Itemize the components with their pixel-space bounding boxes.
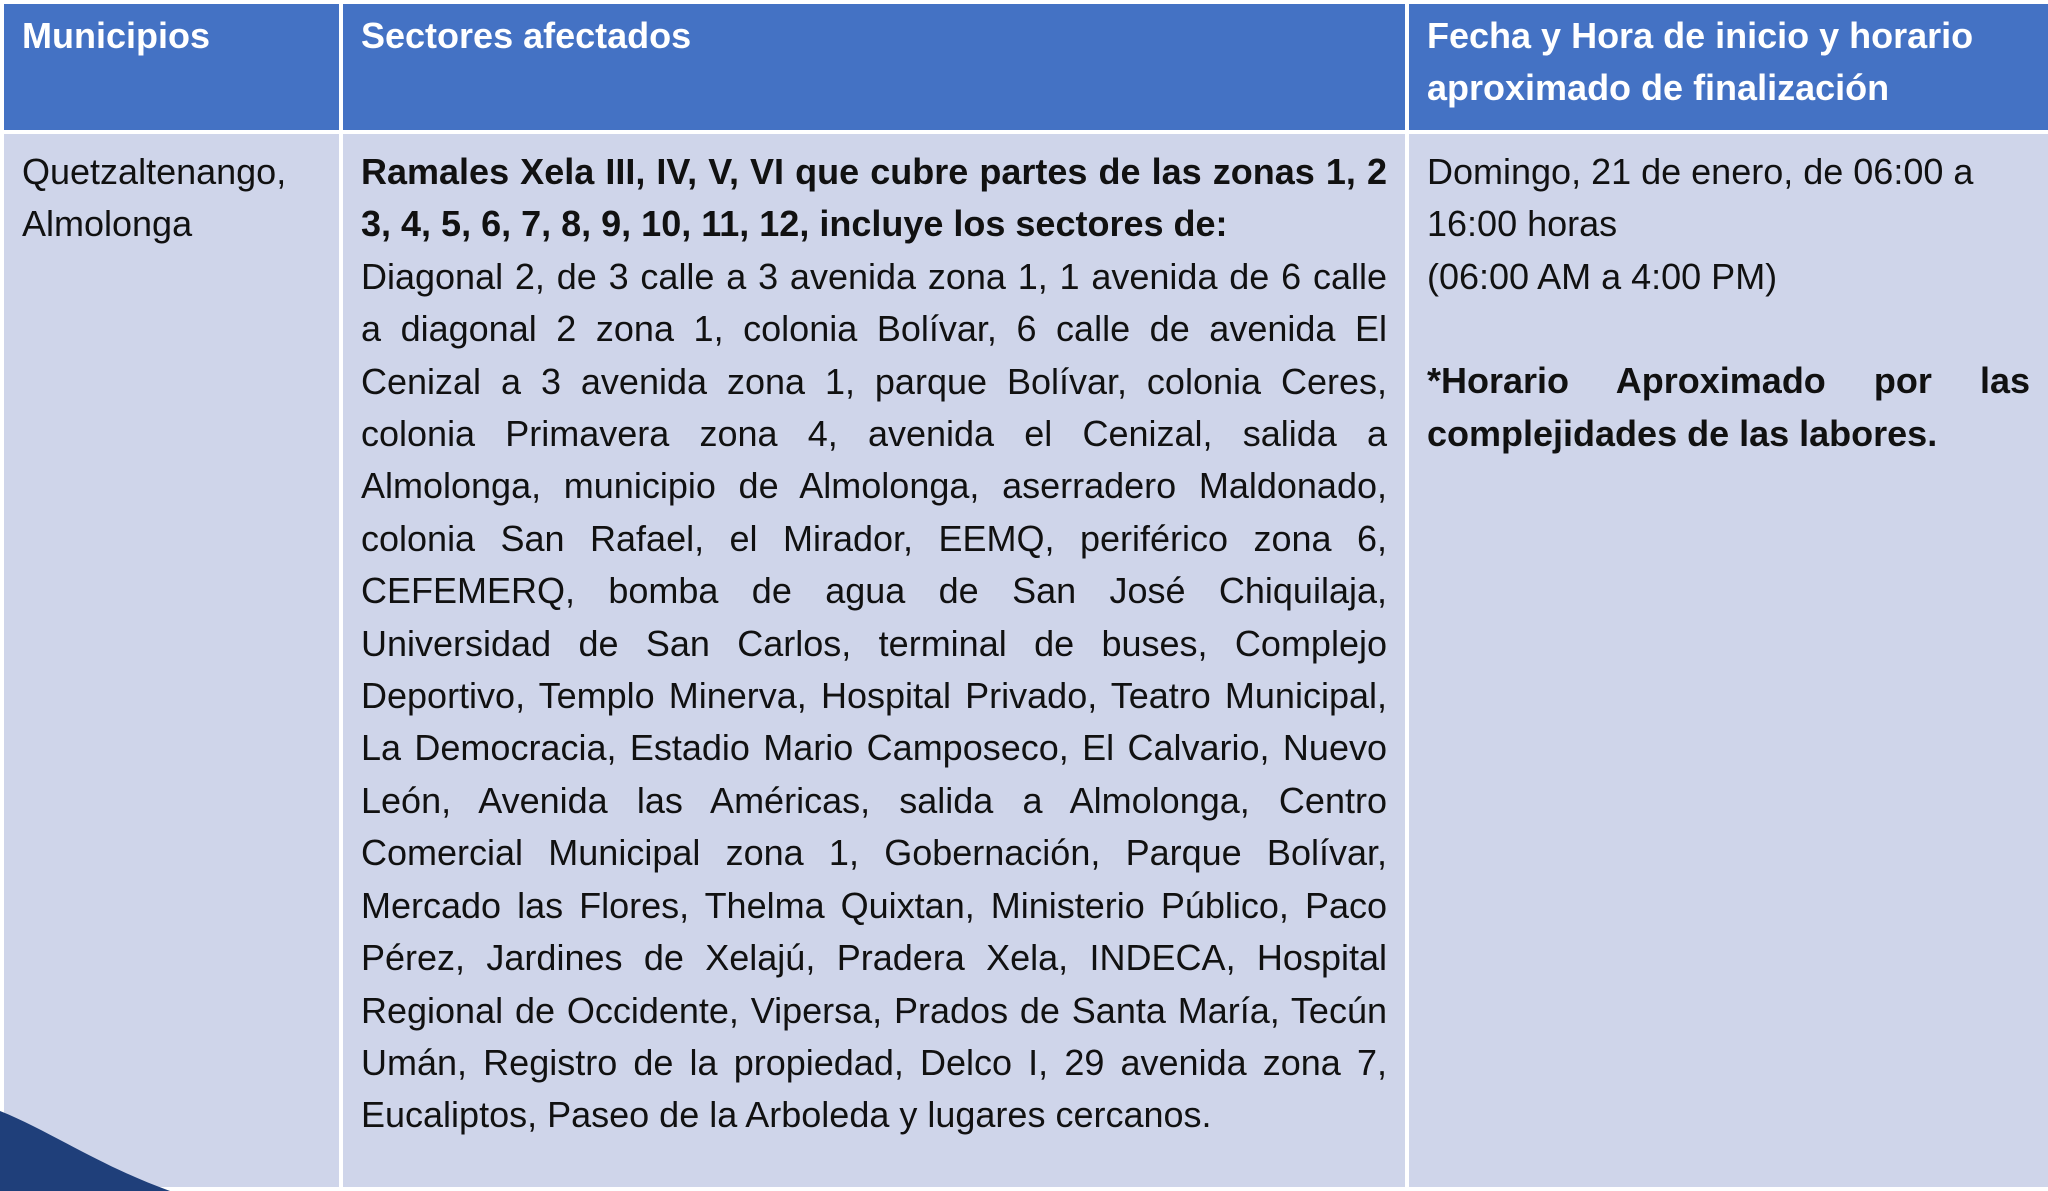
cell-sectores bbox=[341, 132, 1407, 1189]
fecha-note: *Horario Aproximado por las complejidades de las labores. bbox=[1427, 360, 2030, 454]
table-row bbox=[2, 132, 2048, 1189]
cell-municipios bbox=[2, 132, 341, 1189]
header-sectores-afectados: Sectores afectados bbox=[341, 2, 1407, 132]
fecha-line-1: Domingo, 21 de enero, de 06:00 a 16:00 horas bbox=[1427, 151, 1974, 245]
table-header-row bbox=[2, 2, 2048, 132]
sectores-list: Diagonal 2, de 3 calle a 3 avenida zona 1, 1 avenida de 6 calle a diagonal 2 zona 1, colonia Bolívar, 6 calle de avenida El Cenizal a 3 avenida zona 1, parque Bolívar, colonia Ceres, colonia Primavera zona 4, avenida el Cenizal, salida a Almolonga, municipio de Almolonga, aserradero Maldonado, colonia San Rafael, el Mirador, EEMQ, periférico zona 6, CEFEMERQ, bomba de agua de San José Chiquilaja, Universidad de San Carlos, terminal de buses, Complejo Deportivo, Templo Minerva, Hospital Privado, Teatro Municipal, La Democracia, Estadio Mario Camposeco, El Calvario, Nuevo León, Avenida las Américas, salida a Almolonga, Centro Comercial Municipal zona 1, Gobernación, Parque Bolívar, Mercado las Flores, Thelma Quixtan, Ministerio Público, Paco Pérez, Jardines de Xelajú, Pradera Xela, INDECA, Hospital Regional de Occidente, Vipersa, Prados de Santa María, Tecún Umán, Registro de la propiedad, Delco I, 29 avenida zona 7, Eucaliptos, Paseo de la Arboleda y lugares cercanos. bbox=[361, 255, 1387, 1136]
header-fecha-hora: Fecha y Hora de inicio y horario aproximado de finalización bbox=[1407, 2, 2048, 132]
corner-accent-shape bbox=[0, 1111, 170, 1191]
cell-fecha bbox=[1407, 132, 2048, 1189]
fecha-line-2: (06:00 AM a 4:00 PM) bbox=[1427, 255, 1778, 297]
fecha-spacer bbox=[1427, 303, 2030, 355]
header-municipios: Municipios bbox=[2, 2, 341, 132]
sectores-heading: Ramales Xela III, IV, V, VI que cubre partes de las zonas 1, 2 3, 4, 5, 6, 7, 8, 9, 10, 11, 12, incluye los sectores de: bbox=[361, 151, 1387, 245]
municipios-text: Quetzaltenango, Almolonga bbox=[22, 151, 287, 245]
